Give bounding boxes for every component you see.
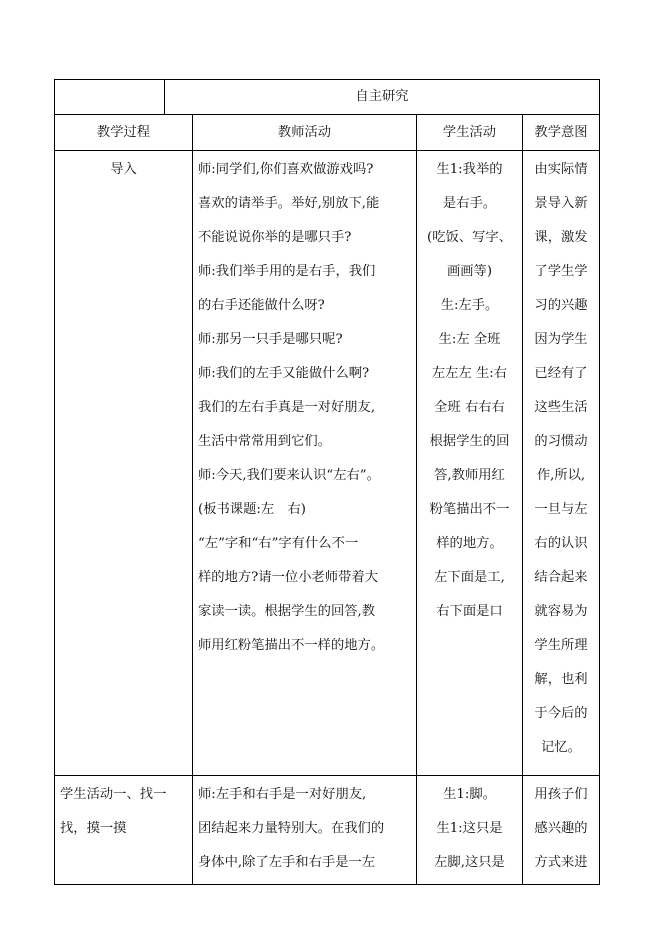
table-title: 自主研究 [165, 80, 600, 115]
text-line: 用孩子们 [534, 787, 588, 802]
text-line: 生1:我举的 [436, 162, 503, 177]
text-line: 作,所以, [536, 468, 586, 483]
text-line: 喜欢的请举手。举好,别放下,能 [198, 196, 380, 211]
text-line: 根据学生的回 [429, 434, 510, 449]
text-line: 课，激发 [534, 230, 588, 245]
text-line: 解，也利 [534, 672, 588, 687]
text-line: 记忆。 [541, 740, 581, 755]
process-cell [55, 151, 193, 776]
text-line: (板书课题:左 右) [198, 502, 306, 517]
header-intent: 教学意图 [523, 115, 600, 151]
teacher-cell [193, 151, 417, 776]
text-line: 这些生活 [534, 400, 588, 415]
text-line: 身体中,除了左手和右手是一左 [198, 855, 376, 870]
text-line: 师:今天,我们要来认识“左右”。 [198, 468, 380, 483]
text-line: 习的兴趣 [534, 298, 588, 313]
text-line: 生1:脚。 [443, 787, 496, 802]
text-line: 结合起来 [534, 570, 588, 585]
text-line: “左”字和“右”字有什么不一 [198, 536, 359, 551]
table-row [55, 151, 600, 776]
text-line: 不能说说你举的是哪只手? [198, 230, 352, 245]
text-line: 左左左 生:右 [431, 366, 508, 381]
text-line: 一旦与左 [534, 502, 588, 517]
text-line: 了学生学 [534, 264, 588, 279]
text-line: 样的地方?请一位小老师带着大 [198, 570, 378, 585]
text-line: 生:左 全班 [438, 332, 501, 347]
text-line: 的习惯动 [534, 434, 588, 449]
text-line: 师:我们举手用的是右手，我们 [198, 264, 376, 279]
lesson-plan-table [54, 79, 600, 885]
process-cell [55, 776, 193, 885]
text-line: 的右手还能做什么呀? [198, 298, 325, 313]
text-line: 由实际情 [534, 162, 588, 177]
text-line: 生1:这只是 [436, 821, 503, 836]
text-line: 右下面是口 [436, 604, 503, 619]
header-process: 教学过程 [55, 115, 193, 151]
text-line: 学生活动一、找一 [60, 787, 167, 802]
text-line: 左脚,这只是 [434, 855, 505, 870]
text-line: 右的认识 [534, 536, 588, 551]
text-line: 团结起来力量特别大。在我们的 [198, 821, 385, 836]
student-cell [417, 776, 523, 885]
text-line: 师:我们的左手又能做什么啊? [198, 366, 370, 381]
text-line: 因为学生 [534, 332, 588, 347]
text-line: 师:左手和右手是一对好朋友, [198, 787, 367, 802]
title-row [55, 80, 600, 115]
teacher-cell [193, 776, 417, 885]
text-line: 生活中常常用到它们。 [198, 434, 331, 449]
text-line: 师用红粉笔描出不一样的地方。 [198, 638, 385, 653]
text-line: 样的地方。 [436, 536, 503, 551]
text-line: 学生所理 [534, 638, 588, 653]
text-line: 找，摸一摸 [60, 821, 127, 836]
text-line: 我们的左右手真是一对好朋友, [198, 400, 376, 415]
text-line: 导入 [110, 162, 137, 177]
text-line: 答,教师用红 [434, 468, 505, 483]
text-line: 就容易为 [534, 604, 588, 619]
text-line: 景导入新 [534, 196, 588, 211]
text-line: 是右手。 [442, 196, 497, 211]
header-row [55, 115, 600, 151]
text-line: 于今后的 [534, 706, 588, 721]
text-line: 全班 右右右 [434, 400, 505, 415]
text-line: 感兴趣的 [534, 821, 588, 836]
student-cell [417, 151, 523, 776]
text-line: (吃饭、写字、 [427, 230, 512, 245]
title-blank-cell [55, 80, 165, 115]
text-line: 画画等) [446, 264, 493, 279]
text-line: 左下面是工, [434, 570, 505, 585]
table-row [55, 776, 600, 885]
header-student: 学生活动 [417, 115, 523, 151]
text-line: 已经有了 [534, 366, 588, 381]
text-line: 家读一读。根据学生的回答,教 [198, 604, 376, 619]
text-line: 粉笔描出不一 [429, 502, 510, 517]
text-line: 生:左手。 [440, 298, 499, 313]
text-line: 方式来进 [534, 855, 588, 870]
header-teacher: 教师活动 [193, 115, 417, 151]
intent-cell [523, 151, 600, 776]
text-line: 师:同学们,你们喜欢做游戏吗? [198, 162, 374, 177]
intent-cell [523, 776, 600, 885]
text-line: 师:那另一只手是哪只呢? [198, 332, 343, 347]
